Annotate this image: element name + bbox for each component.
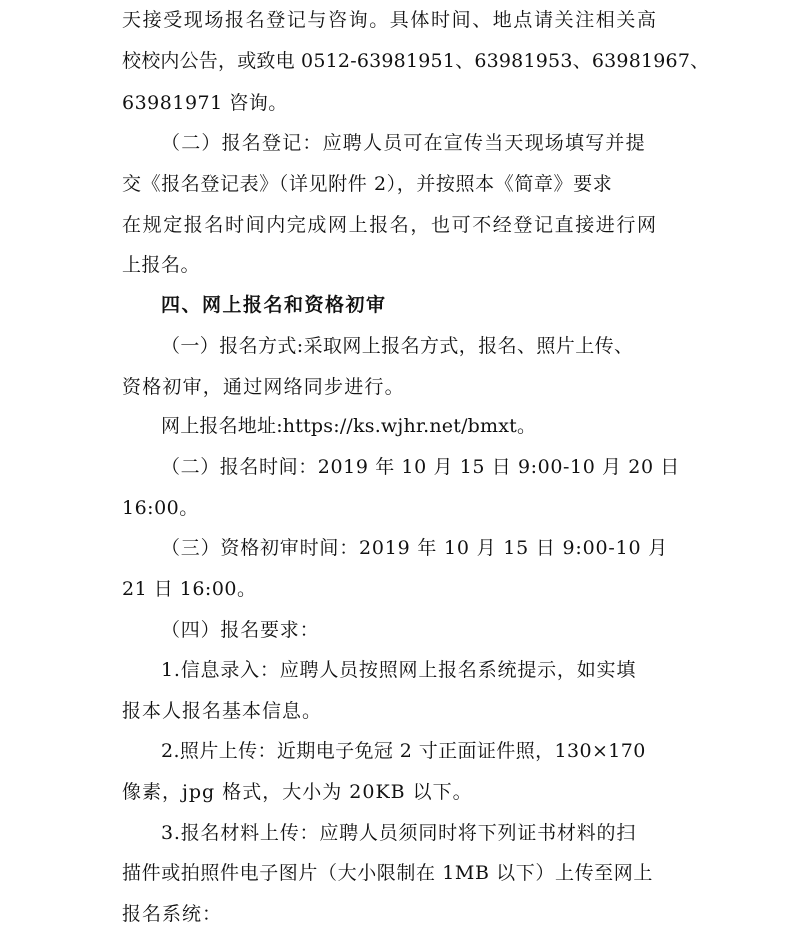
text-line: 上报名。 xyxy=(122,254,201,276)
text-line: （二）报名登记：应聘人员可在宣传当天现场填写并提 xyxy=(161,132,646,154)
text-line: （二）报名时间：2019 年 10 月 15 日 9:00-10 月 20 日 xyxy=(161,456,680,478)
text-line: 资格初审，通过网络同步进行。 xyxy=(122,376,405,398)
section-heading: 四、网上报名和资格初审 xyxy=(161,294,387,316)
text-line: 校校内公告，或致电 0512-63981951、63981953、63981967、 xyxy=(122,50,710,72)
text-line: 63981971 咨询。 xyxy=(122,92,288,114)
text-line: 交《报名登记表》（详见附件 2），并按照本《简章》要求 xyxy=(122,173,613,195)
text-line: 1.信息录入：应聘人员按照网上报名系统提示，如实填 xyxy=(161,659,637,681)
text-line: 报本人报名基本信息。 xyxy=(122,700,323,722)
text-line: （一）报名方式:采取网上报名方式，报名、照片上传、 xyxy=(161,335,634,357)
text-line: （三）资格初审时间：2019 年 10 月 15 日 9:00-10 月 xyxy=(161,537,669,559)
text-line: 2.照片上传：近期电子免冠 2 寸正面证件照，130×170 xyxy=(161,740,646,762)
text-line: 天接受现场报名登记与咨询。具体时间、地点请关注相关高 xyxy=(122,9,658,31)
text-line: 报名系统： xyxy=(122,903,223,925)
text-line: 在规定报名时间内完成网上报名，也可不经登记直接进行网 xyxy=(122,214,658,236)
text-line: 16:00。 xyxy=(122,497,199,519)
text-line: 像素，jpg 格式，大小为 20KB 以下。 xyxy=(122,781,473,803)
registration-url-line: 网上报名地址:https://ks.wjhr.net/bmxt。 xyxy=(161,415,537,437)
text-line: 描件或拍照件电子图片（大小限制在 1MB 以下）上传至网上 xyxy=(122,862,653,884)
text-line: 3.报名材料上传：应聘人员须同时将下列证书材料的扫 xyxy=(161,822,637,844)
text-line: 21 日 16:00。 xyxy=(122,578,257,600)
subsection-heading: （四）报名要求： xyxy=(161,619,320,641)
